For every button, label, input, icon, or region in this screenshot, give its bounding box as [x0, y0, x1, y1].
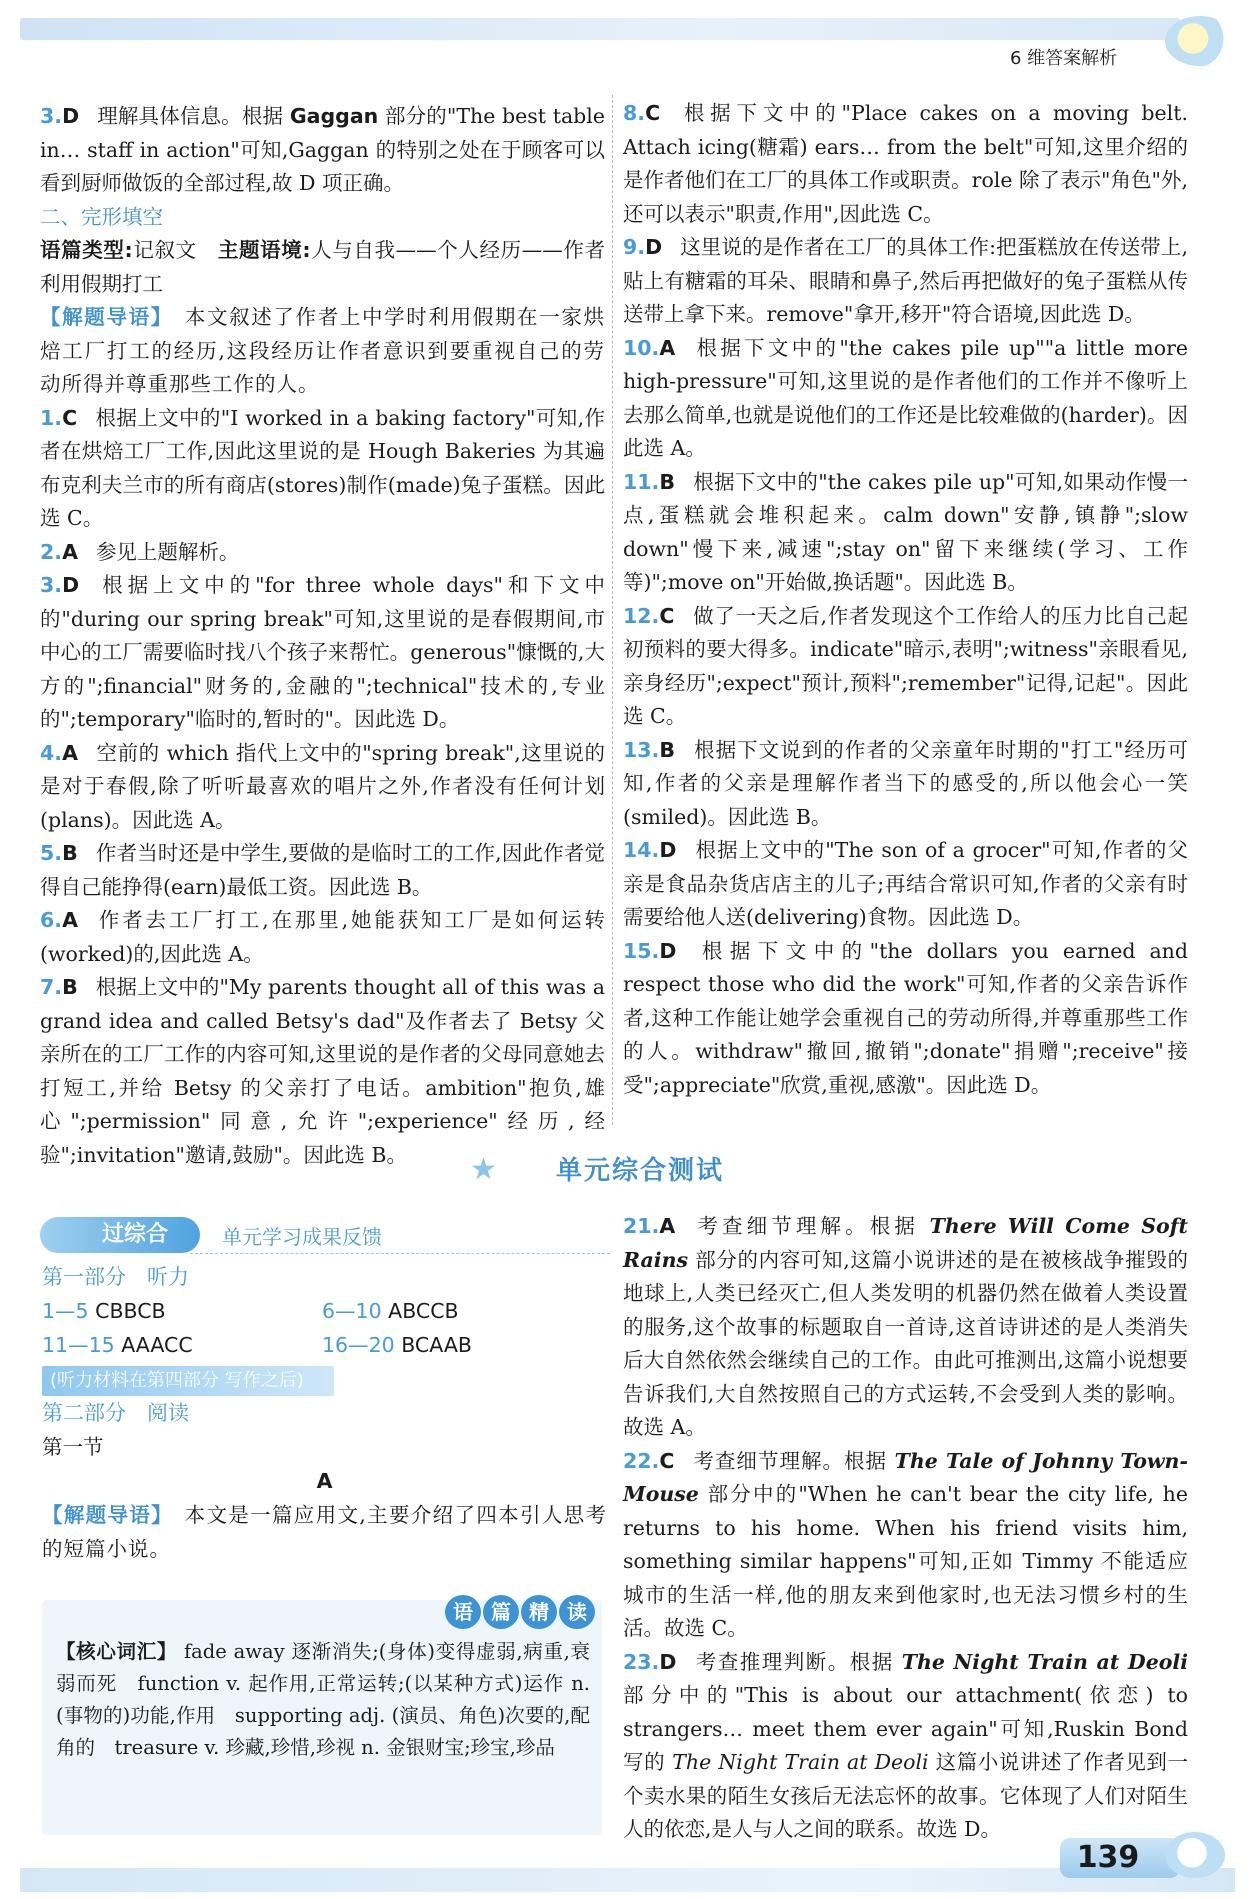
passage-label: A	[316, 1469, 333, 1493]
answer-item: 3.D 根据上文中的"for three whole days"和下文中的"during our spring break"可知,这里说的是春假期间,市中心的工厂需要临时找八个孩子来帮忙。generous"慷慨的,大方的";financial"财务的,金融的";technical"技术的,专业的";temporary"临时的,暂时的"。因此选 D。	[40, 573, 605, 731]
answer-item: 7.B 根据上文中的"My parents thought all of this was a grand idea and called Betsy's dad"及作者去了 Betsy 父亲所在的工厂工作的内容可知,这里说的是作者的父母同意她去打短工,并给 Betsy 的父亲打了电话。ambition"抱负,雄心";permission"同意,允许";experience"经历,经验";invitation"邀请,鼓励"。因此选 B。	[40, 975, 605, 1167]
mascot-icon	[1165, 16, 1235, 66]
answer-item: 12.C 做了一天之后,作者发现这个工作给人的压力比自己起初预料的要大得多。indicate"暗示,表明";witness"亲眼看见,亲身经历";expect"预计,预料";remember"记得,记起"。因此选 C。	[623, 603, 1188, 728]
answer-item: 10.A 根据下文中的"the cakes pile up""a little more high-pressure"可知,这里说的是作者他们的工作并不像听上去那么简单,也就是说他们的工作还是比较难做的(harder)。因此选 A。	[623, 335, 1188, 460]
page-number: 139	[1076, 1840, 1140, 1875]
part-heading: 第一部分 听力	[42, 1265, 189, 1289]
answer-item: 21.A 考查细节理解。根据 There Will Come Soft Rains 部分的内容可知,这篇小说讲述的是在被核战争摧毁的地球上,人类已经灭亡,但人类发明的机器仍然在做着人类设置的服务,这个故事的标题取自一首诗,这首诗讲述的是人类消失后大自然依然会继续自己的工作。由此可推测出,这篇小说想要告诉我们,大自然按照自己的方式运转,不会受到人类的影响。故选 A。	[623, 1214, 1188, 1439]
unit-test-right	[623, 1210, 1188, 1847]
unit-test-left	[42, 1260, 607, 1566]
genre-line: 语篇类型:记叙文 主题语境:人与自我——个人经历——作者利用假期打工	[40, 238, 606, 296]
review-badge: 过综合	[40, 1217, 200, 1253]
mascot-icon	[1165, 1832, 1225, 1878]
listening-note: (听力材料在第四部分 写作之后)	[42, 1366, 334, 1396]
answer-item: 8.C 根据下文中的"Place cakes on a moving belt. Attach icing(糖霜) ears… from the belt"可知,这里介绍的是作者他们在工厂的具体工作或职责。role 除了表示"角色"外,还可以表示"职责,作用",因此选 C。	[623, 101, 1188, 226]
answer-item: 14.D 根据上文中的"The son of a grocer"可知,作者的父亲是食品杂货店店主的儿子;再结合常识可知,作者的父亲有时需要给他人送(delivering)食物。因此选 D。	[623, 838, 1188, 929]
left-column	[40, 100, 605, 1172]
header-title: 6 维答案解析	[1010, 48, 1118, 69]
guide-paragraph: 【解题导语】 本文叙述了作者上中学时利用假期在一家烘焙工厂打工的经历,这段经历让作者意识到要重视自己的劳动所得并尊重那些工作的人。	[40, 305, 606, 396]
answer-item: 2.A 参见上题解析。	[40, 539, 240, 564]
answer-item: 9.D 这里说的是作者在工厂的具体工作:把蛋糕放在传送带上,贴上有糖霜的耳朵、眼睛和鼻子,然后再把做好的兔子蛋糕从传送带上拿下来。remove"拿开,移开"符合语境,因此选 D。	[623, 235, 1188, 326]
answer-item: 1.C 根据上文中的"I worked in a baking factory"可知,作者在烘焙工厂工作,因此这里说的是 Hough Bakeries 为其遍布克利夫兰市的所有商店(stores)制作(made)兔子蛋糕。因此选 C。	[40, 405, 605, 530]
answer-item: 22.C 考查细节理解。根据 The Tale of Johnny Town-Mouse 部分中的"When he can't bear the city life, he returns to his home. When his friend visits him, something similar happens"可知,正如 Timmy 不能适应城市的生活一样,他的朋友来到他家时,也无法习惯乡村的生活。故选 C。	[623, 1448, 1188, 1640]
vocab-box: 【核心词汇】 fade away 逐渐消失;(身体)变得虚弱,病重,衰弱而死 function v. 起作用,正常运转;(以某种方式)运作 n. (事物的)功能,作用 supporting adj. (演员、角色)次要的,配角的 treasure v. 珍藏,珍惜,珍视 n. 金银财宝;珍宝,珍品	[42, 1600, 602, 1835]
answer-item: 11.B 根据下文中的"the cakes pile up"可知,如果动作慢一点,蛋糕就会堆积起来。calm down"安静,镇静";slow down"慢下来,减速";stay on"留下来继续(学习、工作等)";move on"开始做,换话题"。因此选 B。	[623, 469, 1188, 594]
unit-test-title: 单元综合测试	[555, 1156, 724, 1186]
banner-divider	[190, 1253, 610, 1254]
star-icon: ★	[470, 1152, 497, 1187]
answer-row: 11—15 AAACC 16—20 BCAAB	[42, 1333, 472, 1357]
header-band	[20, 18, 1180, 40]
answer-item: 5.B 作者当时还是中学生,要做的是临时工的工作,因此作者觉得自己能挣得(earn)最低工资。因此选 B。	[40, 841, 605, 899]
review-subtitle: 单元学习成果反馈	[222, 1225, 382, 1249]
answer-item: 15.D 根据下文中的"the dollars you earned and respect those who did the work"可知,作者的父亲告诉作者,这种工作能让她学会重视自己的劳动所得,并尊重那些工作的人。withdraw"撤回,撤销";donate"捐赠";receive"接受";appreciate"欣赏,重视,感激"。因此选 D。	[623, 938, 1188, 1097]
answer-row: 1—5 CBBCB 6—10 ABCCB	[42, 1299, 459, 1323]
answer-item: 13.B 根据下文说到的作者的父亲童年时期的"打工"经历可知,作者的父亲是理解作者当下的感受的,所以他会心一笑(smiled)。因此选 B。	[623, 737, 1188, 829]
answer-item: 6.A 作者去工厂打工,在那里,她能获知工厂是如何运转(worked)的,因此选 A。	[40, 908, 605, 966]
section-label: 第一节	[42, 1435, 104, 1459]
answer-item: 23.D 考查推理判断。根据 The Night Train at Deoli 部分中的"This is about our attachment(依恋) to strangers… meet them ever again"可知,Ruskin Bond 写的 The Night Train at Deoli 这篇小说讲述了作者见到一个卖水果的陌生女孩后无法忘怀的故事。它体现了人们对陌生人的依恋,是人与人之间的联系。故选 D。	[623, 1649, 1188, 1841]
reading-badge: 语 篇 精 读	[445, 1595, 600, 1629]
review-banner	[40, 1215, 610, 1257]
footer-band	[20, 1868, 1235, 1892]
section-heading: 二、完形填空	[40, 204, 163, 229]
part-heading: 第二部分 阅读	[42, 1401, 189, 1425]
answer-item: 3.D 理解具体信息。根据 Gaggan 部分的"The best table in… staff in action"可知,Gaggan 的特别之处在于顾客可以看到厨师做饭的全部过程,故 D 项正确。	[40, 104, 605, 195]
right-column	[623, 97, 1188, 1102]
guide-paragraph: 【解题导语】 本文是一篇应用文,主要介绍了四本引人思考的短篇小说。	[42, 1503, 608, 1561]
column-divider	[612, 95, 613, 1125]
answer-item: 4.A 空前的 which 指代上文中的"spring break",这里说的是对于春假,除了听听最喜欢的唱片之外,作者没有任何计划(plans)。因此选 A。	[40, 740, 605, 832]
